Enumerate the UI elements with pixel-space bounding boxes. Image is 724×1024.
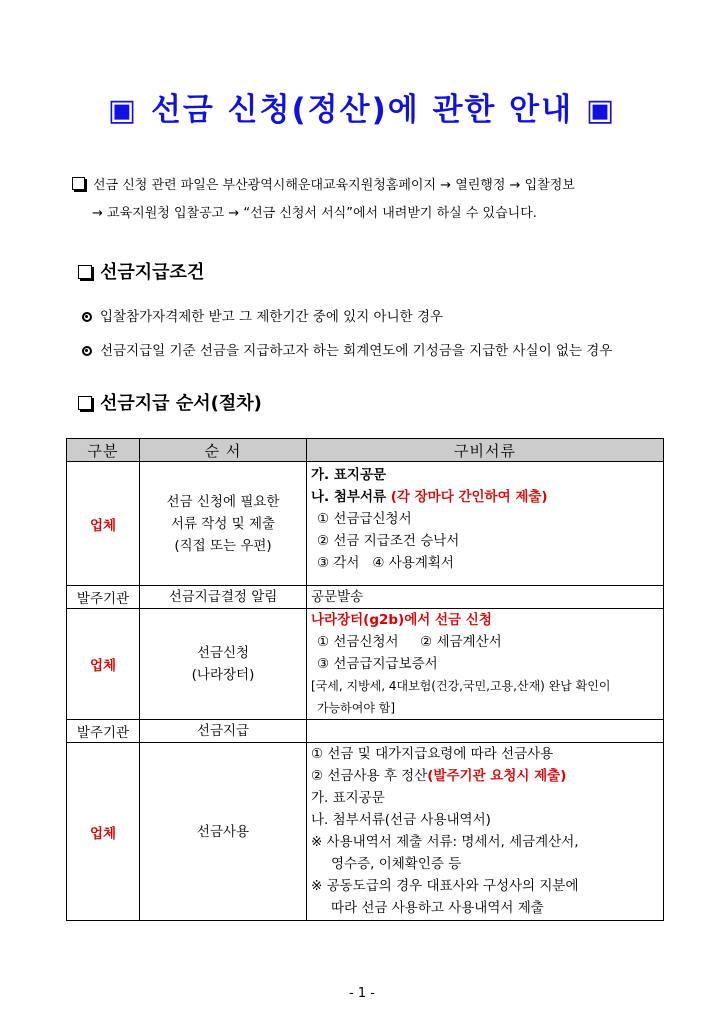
bullet-circle-icon [82,346,92,356]
condition-bullet-1: 입찰참가자격제한 받고 그 제한기간 중에 있지 아니한 경우 [82,305,443,325]
header-category: 구분 [67,439,140,462]
row-step: 선금 신청에 필요한 서류 작성 및 제출 (직접 또는 우편) [140,462,307,586]
section-heading-procedure: 선금지급 순서(절차) [78,389,262,415]
row-step: 선금지급결정 알림 [140,586,307,609]
row-who: 업체 [67,609,140,720]
header-order: 순 서 [140,439,307,462]
checkbox-square-icon [78,396,92,410]
table-row [67,462,664,586]
row-docs: 공문발송 [307,586,664,609]
row-docs [307,720,664,743]
row-docs: ① 선금 및 대가지급요령에 따라 선금사용 ② 선금사용 후 정산(발주기관 요청시 제출) 가. 표지공문 나. 첨부서류(선금 사용내역서) ※ 사용내역서 제출 서류: 명세서, 세금계산서, 영수증, 이체확인증 등 ※ 공동도급의 경우 대표사와 구성사의 지분에 따라 선금 사용하고 사용내역서 제출 [307,743,664,921]
intro-paragraph [72,172,672,228]
row-who: 업체 [67,462,140,586]
page-number: - 1 - [349,986,375,1001]
row-docs: 가. 표지공문 나. 첨부서류 (각 장마다 간인하여 제출) ① 선금급신청서 ② 선금 지급조건 승낙서 ③ 각서 ④ 사용계획서 [307,462,664,586]
row-docs: 나라장터(g2b)에서 선금 신청 ① 선금신청서 ② 세금계산서 ③ 선금급지급보증서 [국세, 지방세, 4대보험(건강,국민,고용,산재) 완납 확인이 가능하여야 함] [307,609,664,720]
page-title [0,84,724,129]
title-mark-right: ▣ [585,93,617,128]
row-who: 발주기관 [67,720,140,743]
title-mark-left: ▣ [107,93,139,128]
table-row [67,586,664,609]
table-row [67,609,664,720]
row-step: 선금지급 [140,720,307,743]
table-row [67,743,664,921]
row-who: 발주기관 [67,586,140,609]
table-header-row [67,439,664,462]
row-who: 업체 [67,743,140,921]
header-documents: 구비서류 [307,439,664,462]
row-step: 선금사용 [140,743,307,921]
procedure-table [66,438,664,921]
bullet-circle-icon [82,312,92,322]
title-text: 선금 신청(정산)에 관한 안내 [150,92,574,128]
intro-line-2: → 교육지원청 입찰공고 → “선금 신청서 서식”에서 내려받기 하실 수 있습니다. [92,206,537,221]
checkbox-square-icon [72,177,85,190]
intro-line-1: 선금 신청 관련 파일은 부산광역시해운대교육지원청홈페이지 → 열린행정 → 입찰정보 [93,178,575,193]
condition-bullet-2: 선금지급일 기준 선금을 지급하고자 하는 회계연도에 기성금을 지급한 사실이 없는 경우 [82,339,612,359]
row-step: 선금신청 (나라장터) [140,609,307,720]
checkbox-square-icon [78,265,92,279]
section-heading-conditions: 선금지급조건 [78,258,204,284]
table-row [67,720,664,743]
